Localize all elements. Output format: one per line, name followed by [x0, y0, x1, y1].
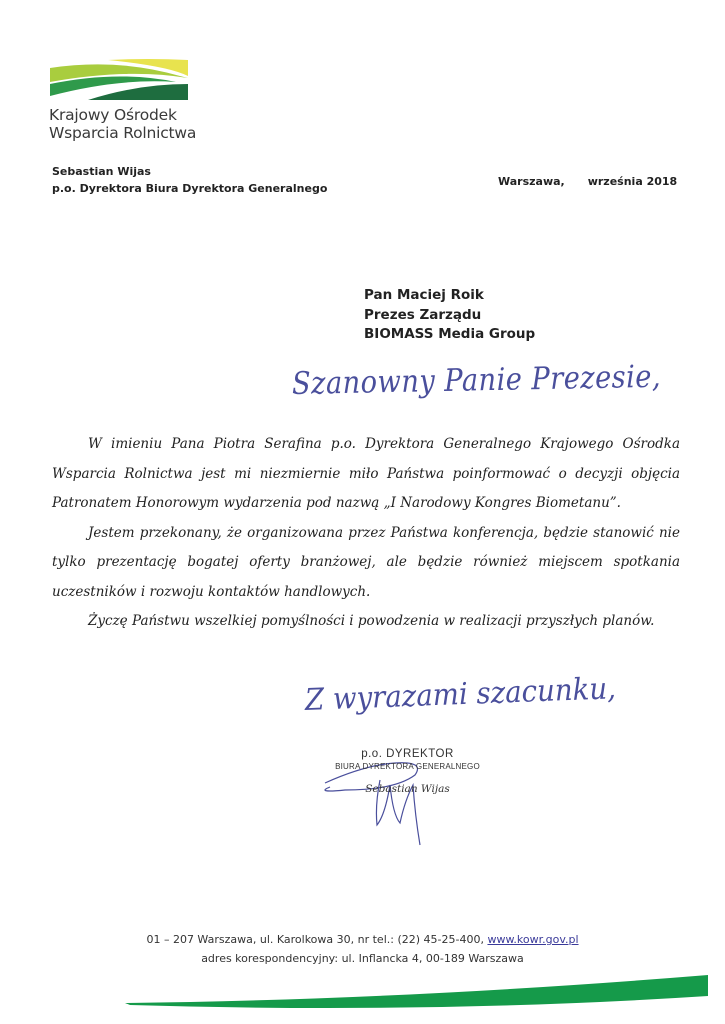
green-swoosh-decoration	[0, 972, 725, 1017]
website-link[interactable]: www.kowr.gov.pl	[487, 933, 579, 946]
org-name-line2: Wsparcia Rolnictwa	[49, 124, 197, 142]
sender-block	[52, 163, 327, 197]
stamp-line1: p.o. DYREKTOR	[361, 748, 454, 760]
footer-address: 01 – 207 Warszawa, ul. Karolkowa 30, nr tel.: (22) 45-25-400,	[146, 933, 488, 946]
org-name	[49, 106, 196, 142]
sender-title: p.o. Dyrektora Biura Dyrektora Generalnego	[52, 182, 328, 195]
letter-body	[52, 430, 680, 637]
place-date	[498, 175, 677, 188]
body-paragraph: W imieniu Pana Piotra Serafina p.o. Dyrektora Generalnego Krajowego Ośrodka Wsparcia Rolnictwa jest mi niezmiernie miło Państwa poinformować o decyzji objęcia Patronatem Honorowym wydarzenia pod nazwą „I Narodowy Kongres Biometanu”.	[52, 436, 680, 511]
recipient-block	[364, 286, 535, 345]
handwritten-salutation: Szanowny Panie Prezesie,	[291, 358, 662, 402]
footer-correspondence: adres korespondencyjny: ul. Inflancka 4, 00-189 Warszawa	[201, 952, 524, 965]
date: września 2018	[587, 175, 678, 188]
sender-name: Sebastian Wijas	[52, 165, 151, 178]
official-stamp	[320, 748, 495, 795]
footer-address-line	[0, 930, 725, 949]
stamp-name: Sebastian Wijas	[365, 783, 450, 795]
recipient-company: BIOMASS Media Group	[364, 326, 536, 342]
body-paragraph: Życzę Państwu wszelkiej pomyślności i powodzenia w realizacji przyszłych planów.	[88, 613, 655, 629]
org-name-line1: Krajowy Ośrodek	[49, 106, 177, 124]
recipient-position: Prezes Zarządu	[364, 306, 482, 323]
recipient-name: Pan Maciej Roik	[364, 287, 484, 303]
body-paragraph: Jestem przekonany, że organizowana przez Państwa konferencja, będzie stanowić nie tylko prezentację bogatej oferty branżowej, ale będzie również miejscem spotkania uczestników i rozwoju kontaktów handlowych.	[52, 524, 680, 600]
footer	[0, 930, 725, 968]
stamp-line2: BIURA DYREKTORA GENERALNEGO	[335, 762, 480, 771]
place: Warszawa,	[498, 175, 565, 188]
kowr-logo-icon	[48, 56, 190, 102]
handwritten-closing: Z wyrazami szacunku,	[304, 671, 617, 718]
